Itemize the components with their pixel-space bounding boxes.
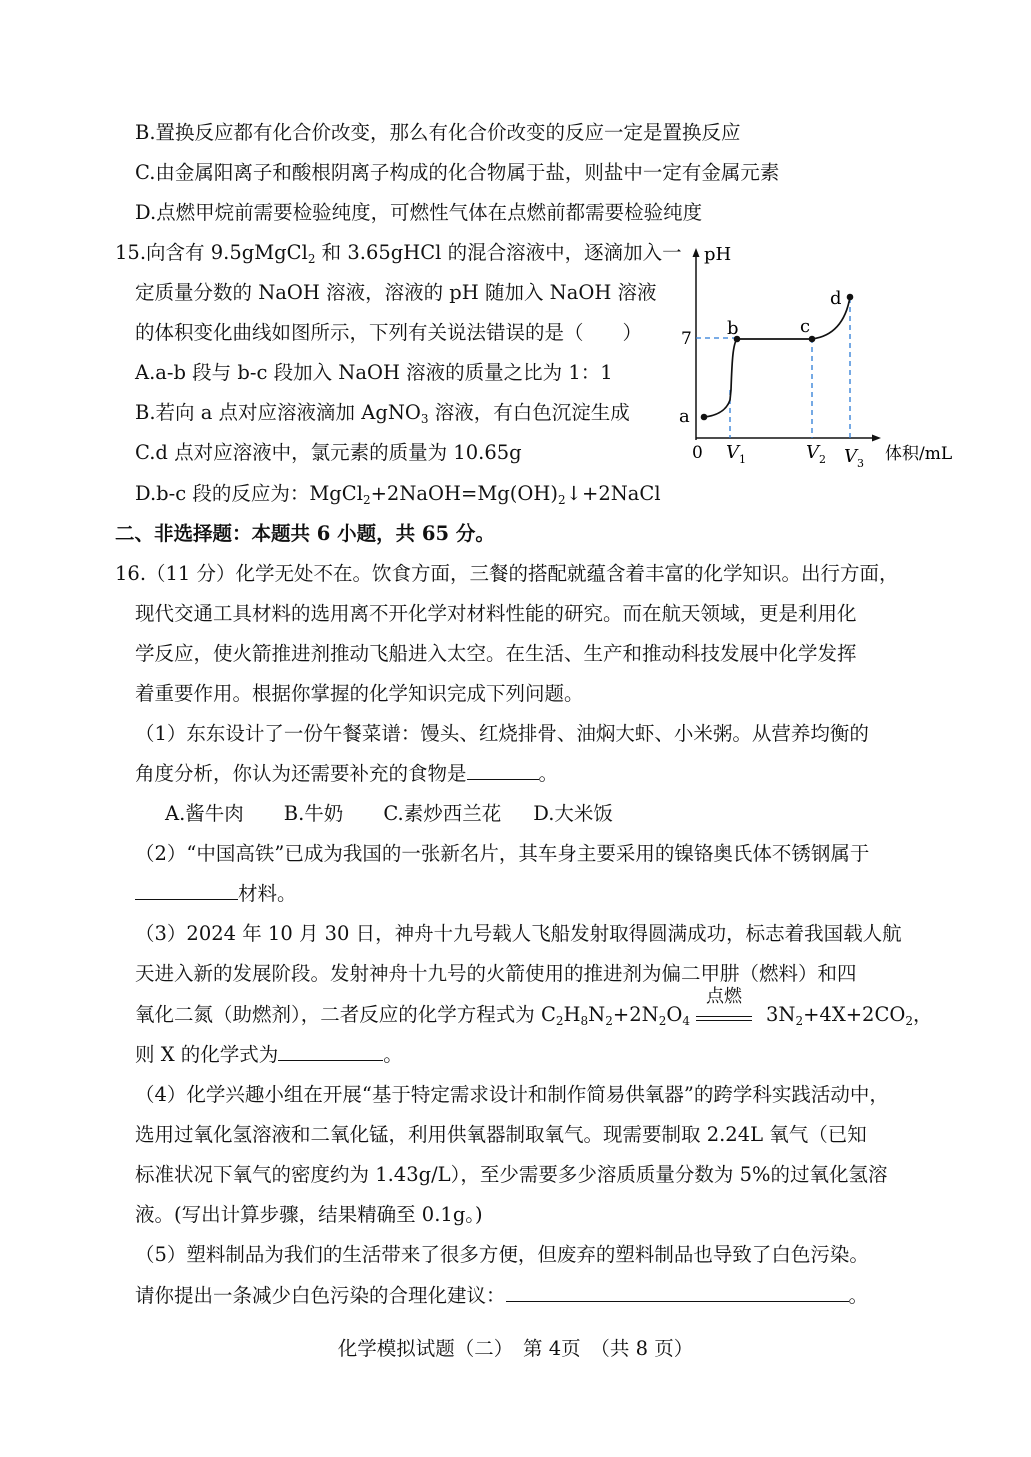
- q16-part2-line2: 材料。: [135, 881, 297, 907]
- q16-part3-line2: 天进入新的发展阶段。发射神舟十九号的火箭使用的推进剂为偏二甲肼（燃料）和四: [135, 962, 857, 985]
- reaction-condition: 点燃: [705, 986, 742, 1007]
- q16-intro-line2: 现代交通工具材料的选用离不开化学对材料性能的研究。而在航天领域，更是利用化: [135, 602, 857, 625]
- q15-stem-line2: 定质量分数的 NaOH 溶液，溶液的 pH 随加入 NaOH 溶液: [135, 281, 657, 304]
- q16-part1-line2: 角度分析，你认为还需要补充的食物是 。: [135, 762, 559, 785]
- q15-option-d: D.b-c 段的反应为：$MgCl_2+2NaOH=Mg(OH)_2↓+2NaCl$: [135, 482, 661, 507]
- y-axis-label: pH: [704, 244, 732, 265]
- v2-label: $V_2$: [806, 442, 826, 466]
- answer-blank-3[interactable]: [278, 1042, 383, 1061]
- q15-option-a: A.a-b 段与 b-c 段加入 NaOH 溶液的质量之比为 1：1: [135, 361, 613, 384]
- guide-lines: [696, 298, 850, 438]
- label-d: d: [830, 288, 842, 309]
- q16-part5-line1: （5）塑料制品为我们的生活带来了很多方便，但废弃的塑料制品也导致了白色污染。: [135, 1243, 869, 1266]
- ph-graph: [670, 240, 970, 470]
- y-tick-7: 7: [681, 329, 692, 349]
- v3-label: $V_3$: [844, 446, 864, 470]
- answer-blank-1[interactable]: [467, 761, 539, 780]
- q16-part3-equation-line: 氧化二氮（助燃剂），二者反应的化学方程式为 $C_2H_8N_2+2N_2O_4$ 点燃 $3N_2+4X+2CO_2$，: [135, 986, 933, 1028]
- v1-label: $V_1$: [726, 442, 746, 466]
- q16-part4-line2: 选用过氧化氢溶液和二氧化锰，利用供氧器制取氧气。现需要制取 2.24L 氧气（已知: [135, 1123, 867, 1146]
- section2-heading: 二、非选择题：本题共 6 小题，共 65 分。: [115, 522, 495, 545]
- q15-option-b: B.若向 a 点对应溶液滴加 AgNO$_3$ 溶液，有白色沉淀生成: [135, 401, 630, 426]
- q15-stem-line3: 的体积变化曲线如图所示，下列有关说法错误的是（ ）: [135, 321, 643, 344]
- label-c: c: [800, 316, 811, 337]
- q16-part4-line3: 标准状况下氧气的密度约为 1.43g/L），至少需要多少溶质质量分数为 5%的过氧化氢溶: [135, 1163, 888, 1186]
- x-axis-arrow: [872, 435, 881, 442]
- q16-part5-line2: 请你提出一条减少白色污染的合理化建议： 。: [135, 1284, 869, 1307]
- page-footer: 化学模拟试题（二） 第 4页 （共 8 页）: [337, 1337, 694, 1360]
- option-d: D.大米饭: [533, 802, 613, 825]
- q16-intro-line3: 学反应，使火箭推进剂推动飞船进入太空。在生活、生产和推动科技发展中化学发挥: [135, 642, 857, 665]
- q16-part4-line4: 液。(写出计算步骤，结果精确至 0.1g。): [135, 1203, 483, 1226]
- origin-label: 0: [692, 443, 703, 463]
- option-b: B.牛奶: [283, 802, 344, 825]
- q15-stem-line1: 15.向含有 9.5gMgCl$_2$ 和 3.65gHCl 的混合溶液中，逐滴加入一: [115, 241, 682, 266]
- q16-intro-line4: 着重要作用。根据你掌握的化学知识完成下列问题。: [135, 682, 584, 705]
- point-a: [701, 414, 708, 421]
- option-a: A.酱牛肉: [165, 802, 244, 825]
- label-b: b: [727, 318, 739, 339]
- reaction-arrow: [696, 986, 752, 1021]
- point-d: [847, 294, 854, 301]
- answer-blank-2[interactable]: [135, 881, 238, 900]
- q16-part4-line1: （4）化学兴趣小组在开展“基于特定需求设计和制作简易供氧器”的跨学科实践活动中，: [135, 1083, 889, 1106]
- q14-option-d: D.点燃甲烷前需要检验纯度，可燃性气体在点燃前都需要检验纯度: [135, 201, 703, 224]
- q15-option-c: C.d 点对应溶液中，氯元素的质量为 10.65g: [135, 441, 522, 464]
- answer-blank-5[interactable]: [506, 1283, 849, 1302]
- q14-option-b: B.置换反应都有化合价改变，那么有化合价改变的反应一定是置换反应: [135, 121, 741, 144]
- y-axis-arrow: [693, 248, 700, 257]
- q16-part3-line4: 则 X 的化学式为 。: [135, 1043, 403, 1066]
- q14-option-c: C.由金属阳离子和酸根阴离子构成的化合物属于盐，则盐中一定有金属元素: [135, 161, 780, 184]
- q16-part2-line1: （2）“中国高铁”已成为我国的一张新名片，其车身主要采用的镍铬奥氏体不锈钢属于: [135, 842, 870, 865]
- q16-part1-options: [165, 801, 613, 827]
- x-axis-label: 体积/mL: [885, 444, 953, 464]
- q16-intro-line1: 16.（11 分）化学无处不在。饮食方面，三餐的搭配就蕴含着丰富的化学知识。出行方面，: [115, 562, 899, 585]
- q16-part1-line1: （1）东东设计了一份午餐菜谱：馒头、红烧排骨、油焖大虾、小米粥。从营养均衡的: [135, 722, 869, 745]
- label-a: a: [679, 406, 690, 427]
- ph-curve: [704, 297, 850, 417]
- q16-part3-line1: （3）2024 年 10 月 30 日，神舟十九号载人飞船发射取得圆满成功，标志着我国载人航: [135, 922, 902, 945]
- option-c: C.素炒西兰花: [383, 802, 502, 825]
